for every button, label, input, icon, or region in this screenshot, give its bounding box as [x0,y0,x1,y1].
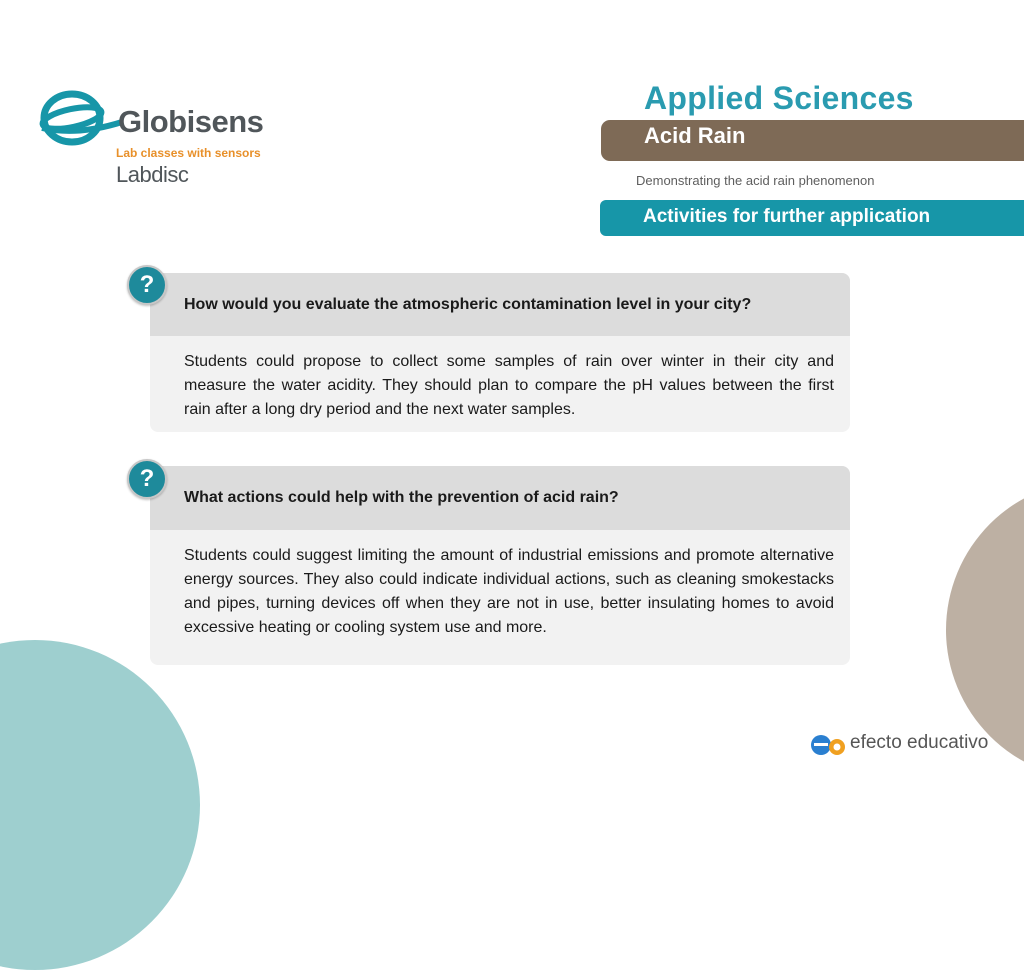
subject-bar [601,120,1024,161]
answer-text: Students could suggest limiting the amount of industrial emissions and promote alternative energy sources. They also could indicate individual actions, such as cleaning smokestacks and pipes, turning devices off when they are not in use, better insulating homes to avoid excessive heating or cooling system use and more. [184,547,834,636]
efecto-educativo-logo [810,729,1010,759]
logo-brand: Globisens [118,104,264,139]
section-bar [600,200,1024,236]
logo-tagline: Lab classes with sensors [116,146,261,160]
answer-text: Students could propose to collect some samples of rain over winter in their city and measure the water acidity. They should plan to compare the pH values between the first rain after a long dry period and the next water samples. [184,353,834,418]
ea-logo-icon [810,729,846,759]
question-card-1 [150,273,850,432]
globisens-logo [38,82,278,192]
globe-logo-icon [38,84,124,154]
question-header [150,273,850,336]
question-header [150,466,850,530]
question-text: What actions could help with the prevention of acid rain? [184,489,619,506]
question-mark-icon: ? [127,265,167,305]
section-label: Activities for further application [643,206,931,227]
question-card-2 [150,466,850,665]
logo-product: Labdisc [116,162,189,187]
question-mark-icon: ? [127,459,167,499]
page-title: Applied Sciences [644,80,914,116]
description-text: Demonstrating the acid rain phenomenon [636,173,875,188]
question-text: How would you evaluate the atmospheric contamination level in your city? [184,295,752,313]
decorative-circle-teal [0,640,200,970]
footer-brand: efecto educativo [850,732,989,753]
subject-label: Acid Rain [644,123,746,148]
